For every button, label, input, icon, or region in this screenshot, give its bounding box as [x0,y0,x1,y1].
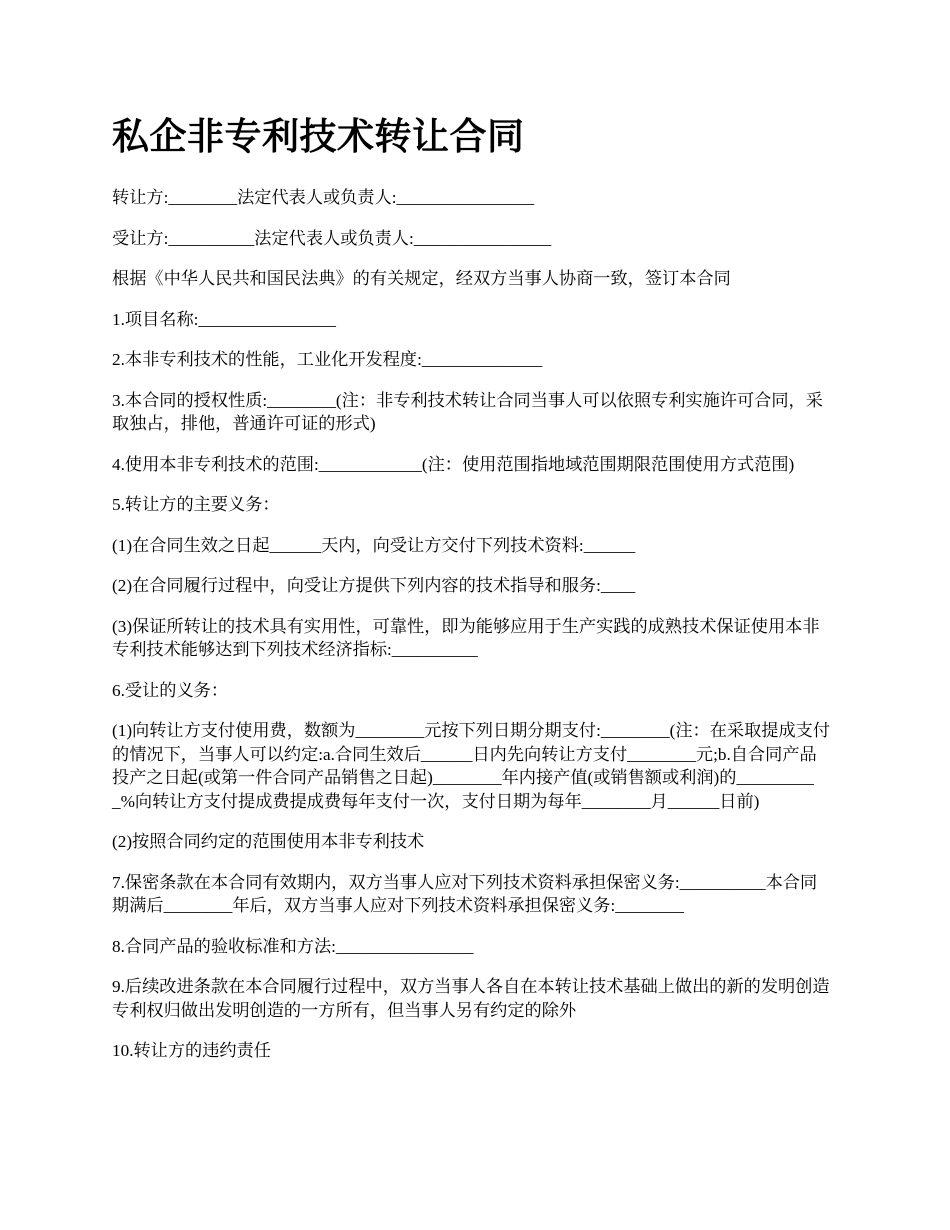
clause-2-performance: 2.本非专利技术的性能，工业化开发程度:______________ [112,350,543,369]
transferee-line: 受让方:__________法定代表人或负责人:________________ [112,228,552,248]
clause-9-improvements: 9.后续改进条款在本合同履行过程中，双方当事人各自在本转让技术基础上做出的新的发明创造专利权归做出发明创造的一方所有，但当事人另有约定的除外 [112,977,830,1020]
clause-6-item-2: (2)按照合同约定的范围使用本非专利技术 [112,832,425,851]
clause-5-item-3: (3)保证所转让的技术具有实用性，可靠性，即为能够应用于生产实践的成熟技术保证使用本非专利技术能够达到下列技术经济指标:__________ [112,616,820,659]
clause-5-transferor-obligations: 5.转让方的主要义务： [112,495,280,514]
clause-3-license-nature: 3.本合同的授权性质:________(注：非专利技术转让合同当事人可以依照专利实施许可合同，采取独占，排他，普通许可证的形式) [112,390,823,433]
clause-5-item-2: (2)在合同履行过程中，向受让方提供下列内容的技术指导和服务:____ [112,576,636,595]
clause-6-item-1: (1)向转让方支付使用费，数额为________元按下列日期分期支付:________(注：在采取提成支付的情况下，当事人可以约定:a.合同生效后______日内先向转让方支付________元;b.自合同产品投产之日起(或第一件合同产品销售之日起)________年内接产值(或销售额或利润)的__________%向转让方支付提成费提成费每年支付一次，支付日期为每年________月______日前) [112,721,831,811]
preamble-paragraph: 根据《中华人民共和国民法典》的有关规定，经双方当事人协商一致，签订本合同 [112,269,731,288]
clause-7-confidentiality: 7.保密条款在本合同有效期内，双方当事人应对下列技术资料承担保密义务:__________本合同期满后________年后，双方当事人应对下列技术资料承担保密义务:________ [112,872,818,915]
clause-4-scope-of-use: 4.使用本非专利技术的范围:____________(注：使用范围指地域范围期限范围使用方式范围) [112,454,795,474]
clause-10-transferor-liability: 10.转让方的违约责任 [112,1041,271,1060]
clause-6-transferee-obligations: 6.受让的义务： [112,680,229,700]
clause-5-item-1: (1)在合同生效之日起______天内，向受让方交付下列技术资料:______ [112,535,636,555]
clause-8-acceptance: 8.合同产品的验收标准和方法:________________ [112,936,474,956]
clause-1-project-name: 1.项目名称:________________ [112,309,336,329]
transferor-line: 转让方:________法定代表人或负责人:________________ [112,188,535,207]
document-title: 私企非专利技术转让合同 [112,115,525,158]
